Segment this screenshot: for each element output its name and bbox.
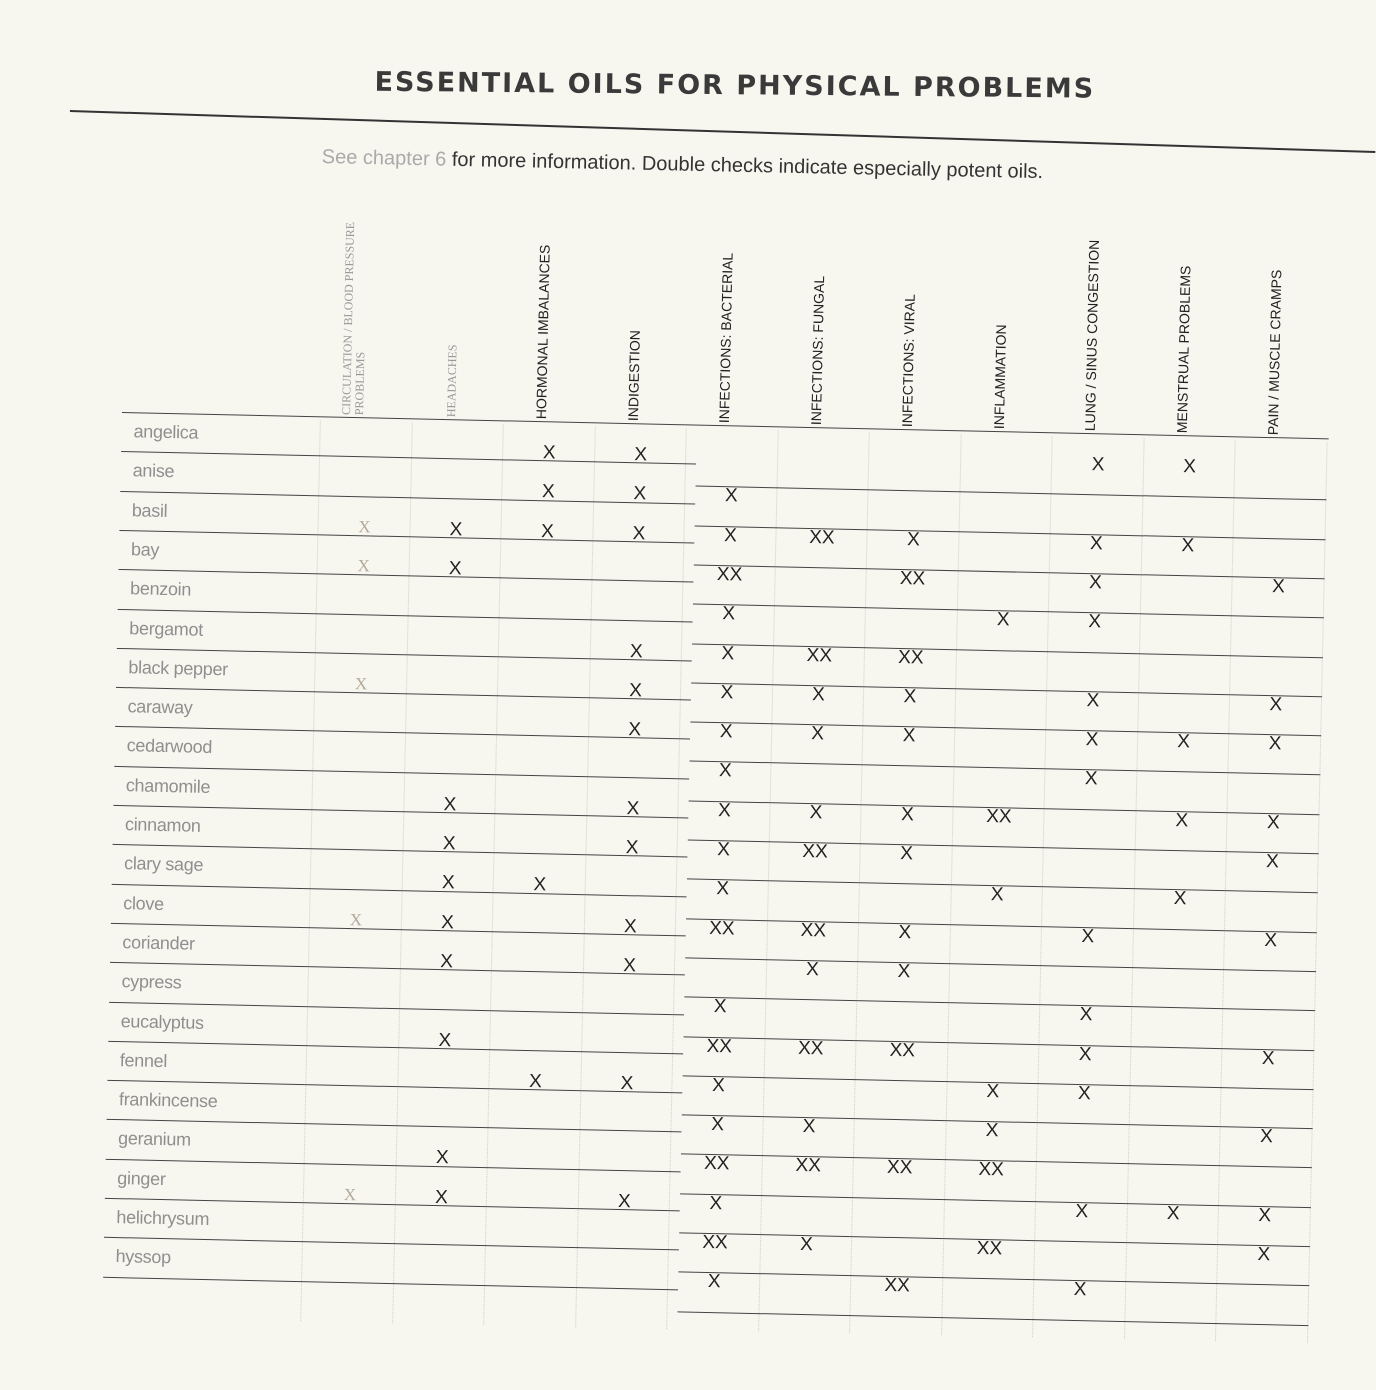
check-mark: X [528, 1070, 543, 1093]
oil-name: clove [123, 892, 165, 914]
check-mark: X [717, 799, 732, 822]
column-header [779, 226, 873, 428]
page-title: ESSENTIAL OILS FOR PHYSICAL PROBLEMS [374, 66, 1096, 105]
column-header [1237, 236, 1331, 438]
check-mark: X [1257, 1243, 1271, 1266]
check-mark: XX [889, 1039, 916, 1061]
check-mark: X [898, 921, 912, 943]
check-mark: XX [899, 567, 926, 590]
check-mark: X [343, 1184, 357, 1204]
check-mark: X [1088, 572, 1103, 594]
check-mark: X [902, 725, 916, 747]
oil-name: geranium [117, 1128, 192, 1151]
check-mark: X [724, 485, 738, 507]
oil-name: black pepper [128, 657, 229, 680]
check-mark: XX [978, 1159, 1005, 1181]
check-mark: X [622, 954, 637, 977]
check-mark: X [811, 723, 825, 745]
oil-name: coriander [122, 932, 195, 954]
check-mark: XX [702, 1231, 728, 1254]
check-mark: X [358, 516, 371, 537]
check-mark: X [1181, 534, 1195, 557]
check-mark: XX [716, 563, 743, 586]
check-mark: X [1079, 1004, 1093, 1026]
check-mark: X [1269, 693, 1283, 716]
check-mark: X [617, 1190, 631, 1212]
column-header [505, 220, 599, 422]
oil-name: angelica [133, 421, 199, 443]
check-mark: X [448, 558, 462, 580]
oil-name: bay [130, 539, 160, 560]
check-mark: X [1265, 851, 1280, 873]
row-rule [684, 997, 1315, 1012]
oil-name: chamomile [125, 774, 211, 797]
row-rule [690, 761, 1321, 776]
title-rule [70, 110, 1375, 153]
check-mark: X [1166, 1202, 1180, 1224]
check-mark: X [799, 1233, 814, 1256]
oil-name: cypress [121, 971, 182, 993]
check-mark: X [716, 878, 730, 900]
row-rule [678, 1272, 1309, 1287]
oil-name: anise [132, 460, 175, 482]
check-mark: X [906, 528, 920, 551]
column-header-label: INFECTIONS: VIRAL [898, 293, 918, 428]
check-mark: X [1264, 929, 1278, 951]
row-rule [108, 1041, 683, 1055]
check-mark: X [1268, 733, 1282, 755]
column-header-label: INDIGESTION [624, 329, 643, 422]
check-mark: XX [706, 1035, 733, 1057]
check-mark: XX [985, 805, 1012, 828]
oil-name: ginger [117, 1167, 166, 1189]
check-mark: X [897, 960, 911, 983]
oil-name: caraway [127, 696, 193, 718]
column-header-label: HEADACHES [443, 344, 460, 418]
oil-name: cinnamon [124, 814, 201, 836]
check-mark: X [620, 1072, 634, 1095]
oil-name: benzoin [129, 578, 192, 600]
check-mark: XX [802, 840, 828, 863]
check-mark: X [711, 1074, 726, 1097]
column-header-label: INFLAMMATION [990, 324, 1009, 430]
check-mark: X [990, 884, 1004, 906]
check-mark: X [541, 481, 555, 503]
column-header-label: LUNG / SINUS CONGESTION [1081, 239, 1102, 432]
check-mark: X [633, 483, 647, 505]
check-mark: X [1086, 689, 1100, 712]
check-mark: X [903, 685, 917, 708]
row-rule [118, 608, 693, 622]
oil-name: frankincense [118, 1089, 218, 1112]
check-mark: X [626, 797, 640, 820]
oil-name: bergamot [129, 617, 204, 640]
row-rule [694, 564, 1325, 579]
check-mark: X [357, 556, 371, 576]
check-mark: X [634, 444, 648, 466]
oil-name: eucalyptus [120, 1010, 204, 1033]
check-mark: X [721, 642, 735, 664]
check-mark: X [1077, 1082, 1091, 1105]
check-mark: X [1085, 729, 1099, 751]
check-mark: X [628, 679, 643, 702]
check-mark: X [707, 1271, 721, 1293]
oil-name: fennel [119, 1049, 168, 1071]
row-rule [107, 1119, 682, 1133]
column-header-label: CIRCULATION / BLOOD PRESSURE PROBLEMS [338, 221, 368, 416]
check-mark: X [717, 839, 731, 861]
check-mark: X [1173, 888, 1187, 910]
check-mark: X [629, 640, 643, 662]
row-rule [104, 1237, 679, 1251]
check-mark: X [623, 915, 637, 937]
check-mark: XX [797, 1037, 824, 1059]
check-mark: XX [886, 1157, 913, 1179]
check-mark: XX [795, 1155, 822, 1177]
check-mark: X [1261, 1047, 1275, 1069]
row-rule [112, 883, 687, 897]
check-mark: X [625, 837, 639, 859]
oil-name: hyssop [115, 1246, 172, 1268]
check-mark: X [996, 609, 1010, 631]
subtitle-prefix: See chapter 6 [321, 146, 447, 171]
check-mark: X [1175, 809, 1189, 832]
check-mark: X [811, 683, 826, 706]
check-mark: X [441, 872, 455, 894]
check-mark: X [1078, 1043, 1092, 1065]
check-mark: X [435, 1147, 449, 1169]
check-mark: XX [806, 644, 833, 667]
check-mark: XX [809, 526, 835, 549]
column-header-label: HORMONAL IMBALANCES [532, 244, 553, 420]
check-mark: X [723, 524, 738, 547]
column-header-label: MENSTRUAL PROBLEMS [1173, 265, 1193, 434]
column-header-label: INFECTIONS: FUNGAL [807, 275, 827, 426]
column-header-label: INFECTIONS: BACTERIAL [715, 252, 736, 424]
column-header [596, 222, 690, 424]
check-mark: X [440, 950, 454, 973]
check-mark: XX [800, 919, 827, 942]
check-mark: X [1271, 576, 1286, 598]
oil-name: basil [131, 499, 168, 521]
column-header-label: PAIN / MUSCLE CRAMPS [1264, 269, 1285, 436]
check-mark: X [1073, 1279, 1087, 1301]
column-header [413, 218, 507, 420]
check-mark: X [540, 520, 555, 543]
check-mark: X [1258, 1204, 1272, 1226]
check-mark: X [1075, 1200, 1089, 1222]
check-mark: X [1176, 731, 1191, 753]
check-mark: XX [976, 1237, 1003, 1260]
check-mark: X [805, 958, 820, 981]
column-header [1145, 234, 1239, 436]
check-mark: X [434, 1186, 449, 1208]
check-mark: X [802, 1116, 816, 1138]
check-mark: X [809, 801, 823, 824]
check-mark: X [438, 1029, 452, 1051]
row-rule [678, 1311, 1309, 1326]
subtitle [322, 146, 1172, 187]
check-mark: X [900, 803, 914, 826]
check-mark: X [713, 996, 727, 1018]
check-mark: X [1089, 532, 1103, 555]
check-mark: X [354, 673, 368, 694]
check-mark: X [1081, 925, 1095, 947]
check-mark: X [349, 909, 363, 929]
check-mark: XX [703, 1153, 730, 1175]
oil-name: cedarwood [126, 735, 213, 758]
check-mark: X [1182, 456, 1197, 478]
check-mark: X [719, 721, 733, 743]
column-header [322, 216, 416, 418]
check-mark: X [718, 760, 732, 782]
check-mark: X [722, 603, 736, 625]
oil-name: clary sage [123, 853, 204, 876]
check-mark: X [440, 911, 455, 933]
check-mark: X [709, 1192, 723, 1214]
check-mark: X [720, 681, 734, 704]
check-mark: XX [897, 646, 924, 669]
check-mark: X [442, 833, 456, 855]
check-mark: X [1266, 811, 1280, 834]
check-mark: X [1259, 1126, 1274, 1148]
check-mark: X [985, 1120, 999, 1142]
column-header [871, 228, 965, 430]
check-mark: X [628, 719, 642, 741]
column-header [1054, 232, 1148, 434]
row-rule [103, 1276, 678, 1290]
check-mark: X [533, 874, 547, 896]
column-header [962, 230, 1056, 432]
check-mark: X [449, 518, 463, 541]
row-rule [696, 486, 1327, 501]
check-mark: X [986, 1080, 1000, 1103]
row-rule [106, 1159, 681, 1173]
check-mark: X [632, 522, 646, 545]
oil-name: helichrysum [116, 1207, 210, 1230]
column-header [688, 224, 782, 426]
check-mark: XX [708, 917, 735, 940]
check-mark: X [711, 1114, 725, 1136]
check-mark: X [443, 793, 457, 816]
check-mark: XX [884, 1275, 911, 1297]
check-mark: X [899, 843, 914, 865]
check-mark: X [1088, 611, 1102, 633]
check-mark: X [542, 442, 556, 464]
subtitle-text: for more information. Double checks indicate especially potent oils. [446, 148, 1044, 184]
check-mark: X [1084, 768, 1098, 790]
check-mark: X [1091, 454, 1105, 476]
